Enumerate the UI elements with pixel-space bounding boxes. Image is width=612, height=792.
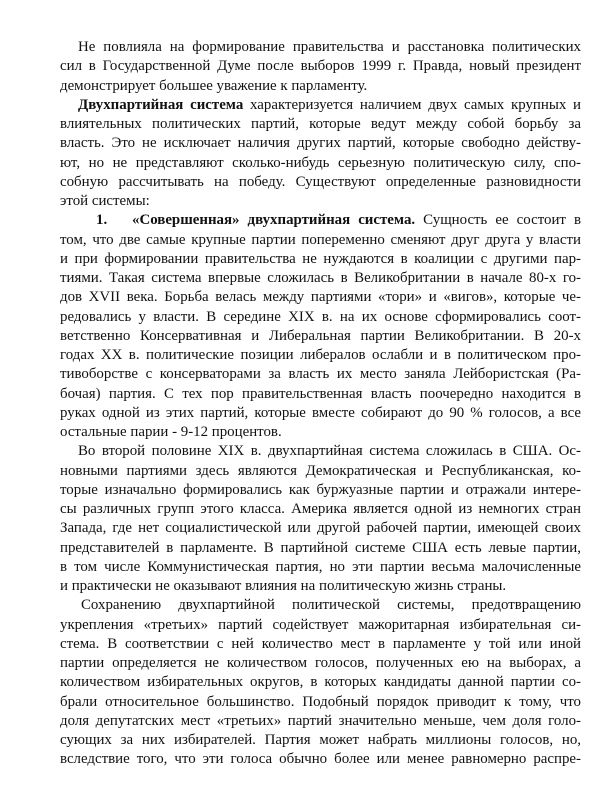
text-line: редовались у власти. В середине XIX в. на их основе сформировались соот- bbox=[60, 308, 581, 325]
text-line: вследствие того, что эти голоса обычно более или менее равномерно распре- bbox=[60, 751, 581, 768]
text-line: власть. Это не исключает наличия других партий, которые свободно действу- bbox=[60, 135, 581, 152]
text-line: дов XVII века. Борьба велась между партиями «тори» и «вигов», которые че- bbox=[60, 289, 581, 306]
text-line: бочая) партия. С тех пор правительственная власть поочередно находится в bbox=[60, 385, 581, 402]
text-line: том, что две самые крупные партии попеременно сменяют друг друга у власти bbox=[60, 231, 581, 248]
text-line: Запада, где нет социалистической или другой рабочей партии, имеющей своих bbox=[60, 520, 581, 537]
text-line: руках одной из этих партий, которые вместе собирают до 90 % голосов, а все bbox=[60, 404, 581, 421]
text-line: торые изначально формировались как буржуазные партии и отражали интере- bbox=[60, 481, 581, 498]
text-line: новными партиями здесь являются Демократическая и Республиканская, ко- bbox=[60, 462, 581, 479]
text-line: годах XX в. политические позиции либералов ослабли и в политическом про- bbox=[60, 347, 581, 363]
text-line: Во второй половине XIX в. двухпартийная система сложилась в США. Ос- bbox=[78, 443, 581, 460]
text-line bbox=[60, 96, 581, 115]
text-line: сующих за них избирателей. Партия может набрать миллионы голосов, но, bbox=[60, 732, 581, 748]
text-fragment: Сущность ее состоит в bbox=[415, 212, 581, 229]
text-fragment: характеризуется наличием двух самых крупных и bbox=[243, 96, 581, 113]
text-line: влиятельных политических партий, которые ведут между собой борьбу за bbox=[60, 116, 581, 132]
text-line: этой системы: bbox=[60, 193, 150, 209]
term-perfect-two-party-system: «Совершенная» двухпартийная система. bbox=[132, 212, 416, 229]
text-line: и при формировании правительства не нуждаются в коалиции с другими пар- bbox=[60, 250, 581, 267]
text-line: партии определяется не количеством голосов, полученных ею на выборах, а bbox=[60, 655, 581, 671]
text-line: доля депутатских мест «третьих» партий значительно меньше, чем доля голо- bbox=[60, 712, 581, 729]
text-line: и практически не оказывают влияния на политическую жизнь страны. bbox=[60, 578, 507, 594]
text-line: тивоборстве с консерваторами за власть их место заняла Лейбористская (Ра- bbox=[60, 366, 581, 383]
text-line: сил в Государственной Думе после выборов 1999 г. Правда, новый президент bbox=[60, 58, 581, 75]
text-line bbox=[60, 211, 581, 230]
term-two-party-system: Двухпартийная система bbox=[78, 96, 244, 113]
paragraph-1 bbox=[60, 38, 581, 96]
text-line: в том числе Коммунистическая партия, но эти партии весьма малочисленные bbox=[60, 558, 581, 575]
list-number: 1. bbox=[96, 212, 108, 229]
list-item-1 bbox=[60, 211, 581, 442]
text-line: сы различных групп этого класса. Америка является одной из немногих стран bbox=[60, 501, 581, 517]
text-line: тиями. Такая система впервые сложилась в Великобритании в начале 80-х го- bbox=[60, 270, 581, 286]
text-line: Сохранению двухпартийной политической системы, предотвращению bbox=[81, 597, 581, 614]
text-line: остальные парии - 9-12 процентов. bbox=[60, 424, 282, 440]
text-line: собную рассчитывать на победу. Существуют определенные разновидности bbox=[60, 173, 581, 190]
paragraph-2 bbox=[60, 96, 581, 212]
text-line: представителей в парламенте. В партийной системе США есть левые партии, bbox=[60, 539, 581, 556]
text-line: брали относительное большинство. Подобный порядок приводит к тому, что bbox=[60, 693, 581, 710]
text-line: укрепления «третьих» партий содействует мажоритарная избирательная си- bbox=[60, 616, 581, 633]
text-line: ветственно Консервативная и Либеральная партии Великобритании. В 20-х bbox=[60, 327, 581, 344]
text-line: ют, но не представляют сколько-нибудь серьезную политическую силу, спо- bbox=[60, 154, 581, 171]
text-line: стема. В соответствии с ней количество мест в парламенте у той или иной bbox=[60, 635, 581, 652]
text-line: Не повлияла на формирование правительства и расстановка политических bbox=[78, 39, 581, 55]
text-line: демонстрирует большее уважение к парламенту. bbox=[60, 77, 368, 94]
text-line: количеством избирательных округов, в которых кандидаты данной партии со- bbox=[60, 674, 581, 691]
document-page bbox=[60, 38, 581, 770]
paragraph-4 bbox=[60, 596, 581, 769]
paragraph-3 bbox=[60, 442, 581, 596]
